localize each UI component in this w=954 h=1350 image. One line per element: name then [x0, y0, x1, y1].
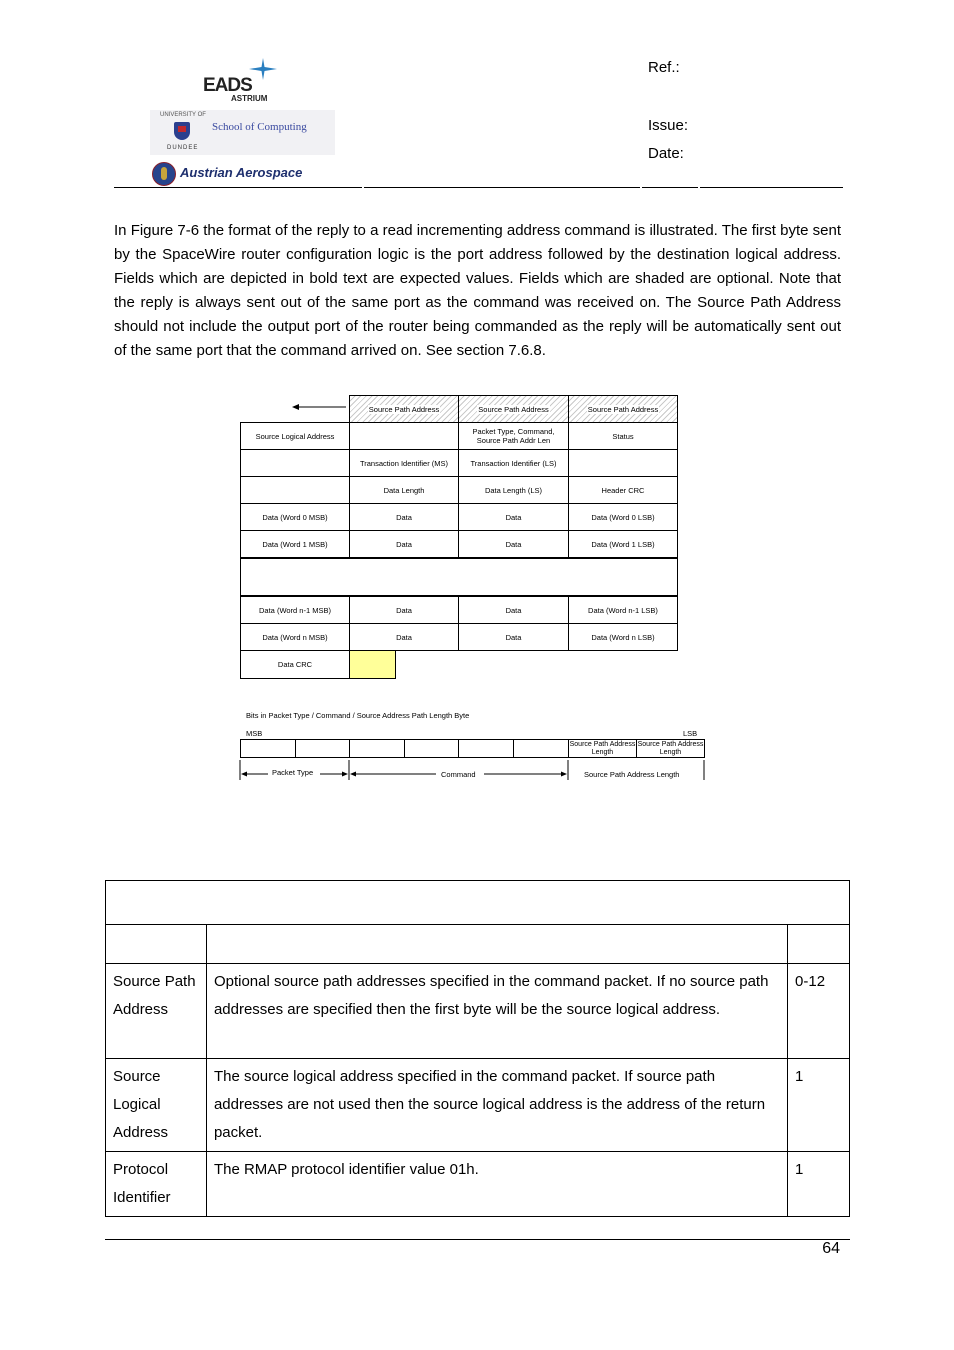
field-description: The source logical address specified in the command packet. If source path addresses are not used then the source logical address is the address of the return packet. [206, 1059, 787, 1152]
table-header-cell [106, 925, 207, 964]
left-arrow-icon [292, 402, 348, 412]
figure-cell: Packet Type, Command, Source Path Addr Len [458, 422, 569, 450]
figure-cell: Data [458, 623, 569, 651]
table-header-cell [206, 925, 787, 964]
source-path-address-length-label: Source Path Address Length [584, 770, 680, 779]
field-name: Source Logical Address [106, 1059, 207, 1152]
figure-cell: Data (Word 1 MSB) [240, 530, 350, 558]
figure-cell: Data (Word 0 MSB) [240, 503, 350, 531]
figure-cell: Data [349, 623, 459, 651]
field-name: Source Path Address [106, 964, 207, 1059]
figure-cell: Data [349, 596, 459, 624]
figure-cell: Header CRC [568, 476, 678, 504]
bit-cell [240, 739, 296, 758]
bit-cell: Source Path Address Length [636, 739, 705, 758]
figure-cell: Data [458, 596, 569, 624]
reply-fields-table [105, 880, 850, 1217]
figure-cell: Status [568, 422, 678, 450]
footer-rule [105, 1239, 850, 1240]
field-size: 0-12 [788, 964, 850, 1059]
figure-cell: Data (Word 0 LSB) [568, 503, 678, 531]
optional-crc-cell [349, 650, 396, 679]
figure-cell: Data (Word n LSB) [568, 623, 678, 651]
table-row [106, 964, 850, 1059]
figure-cell: Data (Word n-1 MSB) [240, 596, 350, 624]
figure-cell [568, 449, 678, 477]
field-description: The RMAP protocol identifier value 01h. [206, 1152, 787, 1217]
figure-cell: Transaction Identifier (MS) [349, 449, 459, 477]
table-caption-cell [106, 881, 850, 925]
table-header-row [106, 925, 850, 964]
austrian-aerospace-logo: Austrian Aerospace [150, 161, 335, 187]
bits-caption: Bits in Packet Type / Command / Source Address Path Length Byte [246, 711, 470, 720]
field-size: 1 [788, 1059, 850, 1152]
field-size: 1 [788, 1152, 850, 1217]
figure-cell: Data Length (LS) [458, 476, 569, 504]
figure-cell: Source Path Address [568, 395, 678, 423]
table-header-cell [788, 925, 850, 964]
figure-cell [240, 476, 350, 504]
figure-gap-row [240, 558, 678, 596]
dundee-school-of-computing-logo: UNIVERSITY OF School of Computing DUNDEE [150, 110, 335, 155]
figure-cell: Source Path Address [349, 395, 459, 423]
table-caption-row [106, 881, 850, 925]
date-label: Date: [648, 145, 684, 162]
lsb-label: LSB [683, 729, 698, 738]
figure-cell: Data (Word n-1 LSB) [568, 596, 678, 624]
eads-astrium-logo: EADS ASTRIUM [203, 58, 278, 108]
figure-cell [349, 422, 459, 450]
table-row [106, 1152, 850, 1217]
figure-cell: Data [458, 530, 569, 558]
figure-cell: Data [349, 503, 459, 531]
body-paragraph: In Figure 7-6 the format of the reply to a read incrementing address command is illustrated. The first byte sent by the SpaceWire router configuration logic is the port address followed by the destination logical address. Fields which are depicted in bold text are expected values. Fields which are shaded are optional. Note that the reply is always sent out of the same port as the command was received on. The Source Path Address should not include the output port of the router being commanded as the reply will be automatically sent out of the same port that the command arrived on. See section 7.6.8. [114, 222, 841, 359]
figure-cell: Data [349, 530, 459, 558]
msb-label: MSB [246, 729, 263, 738]
figure-cell: Data (Word n MSB) [240, 623, 350, 651]
figure-cell: Data [458, 503, 569, 531]
field-description: Optional source path addresses specified in the command packet. If no source path addresses are specified then the first byte will be the source logical address. [206, 964, 787, 1059]
bit-cell [404, 739, 459, 758]
bit-cell [458, 739, 514, 758]
packet-type-label: Packet Type [272, 768, 314, 777]
figure-cell: Transaction Identifier (LS) [458, 449, 569, 477]
issue-label: Issue: [648, 117, 689, 134]
bit-cell: Source Path Address Length [568, 739, 637, 758]
figure-cell: Data CRC [240, 650, 350, 679]
figure-cell [240, 449, 350, 477]
page-number: 64 [822, 1240, 840, 1257]
bit-cell [349, 739, 405, 758]
bit-cell [295, 739, 350, 758]
figure-cell: Data (Word 1 LSB) [568, 530, 678, 558]
figure-cell: Source Path Address [458, 395, 569, 423]
table-row [106, 1059, 850, 1152]
bit-cell [513, 739, 569, 758]
field-name: Protocol Identifier [106, 1152, 207, 1217]
figure-cell: Data Length [349, 476, 459, 504]
figure-cell: Source Logical Address [240, 422, 350, 450]
ref-label: Ref.: [648, 59, 680, 76]
command-label: Command [441, 770, 476, 779]
